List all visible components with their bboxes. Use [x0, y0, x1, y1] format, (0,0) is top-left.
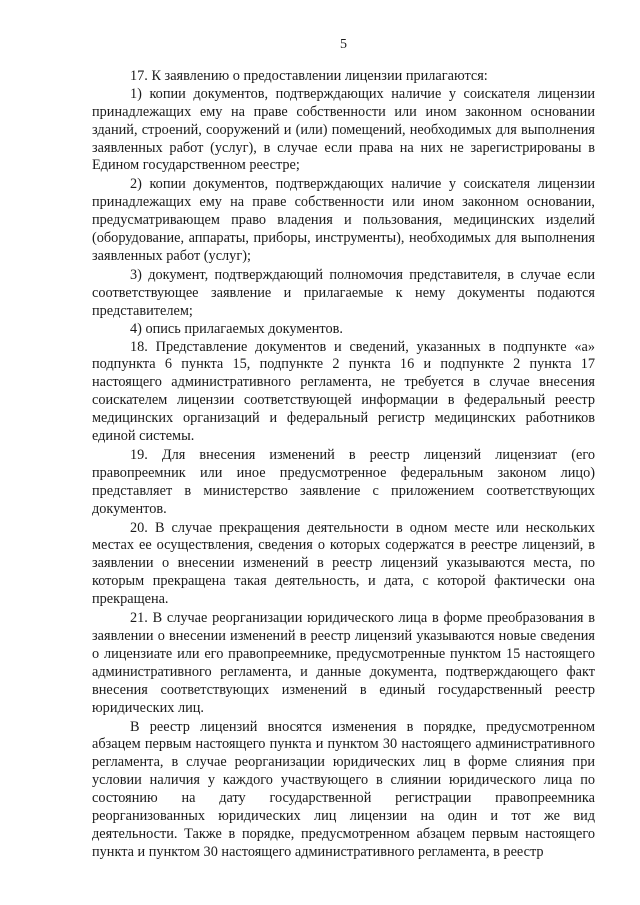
- paragraph-21-continued: В реестр лицензий вносятся изменения в порядке, предусмотренном абзацем первым настоящего пункта и пунктом 30 настоящего административного регламента, в случае реорганизации юридических лиц в форме слияния при условии наличия у каждого участвующего в слиянии юридического лица по состоянию на дату государственной регистрации правопреемника реорганизованных юридических лиц лицензии на один и тот же вид деятельности. Также в порядке, предусмотренном абзацем первым настоящего пункта и пунктом 30 настоящего административного регламента, в реестр: [92, 718, 595, 860]
- paragraph-21: 21. В случае реорганизации юридического лица в форме преобразования в заявлении о внесении изменений в реестр лицензий указываются новые сведения о лицензиате или его правопреемнике, предусмотренные пунктом 15 настоящего административного регламента, и данные документа, подтверждающего факт внесения соответствующих изменений в единый государственный реестр юридических лиц.: [92, 610, 595, 716]
- paragraph-17-item-1: 1) копии документов, подтверждающих наличие у соискателя лицензии принадлежащих ему на праве собственности или ином законном основании зданий, строений, сооружений и (или) помещений, необходимых для выполнения заявленных работ (услуг), в случае если права на них не зарегистрированы в Едином государственном реестре;: [92, 85, 595, 174]
- page-number: 5: [340, 37, 347, 52]
- paragraph-17-item-4: 4) опись прилагаемых документов.: [130, 320, 343, 337]
- paragraph-18: 18. Представление документов и сведений, указанных в подпункте «а» подпункта 6 пункта 15, подпункте 2 пункта 16 и подпункте 2 пункта 17 настоящего административного регламента, не требуется в случае внесения соискателем лицензии соответствующей информации в федеральный реестр медицинских организаций и федеральный регистр медицинских работников единой системы.: [92, 338, 595, 445]
- paragraph-19: 19. Для внесения изменений в реестр лицензий лицензиат (его правопреемник или иное предусмотренное федеральным законом лицо) представляет в министерство заявление с приложением соответствующих документов.: [92, 446, 595, 517]
- paragraph-17-item-3: 3) документ, подтверждающий полномочия представителя, в случае если соответствующее заявление и прилагаемые к нему документы подаются представителем;: [92, 266, 595, 319]
- paragraph-17-intro: 17. К заявлению о предоставлении лицензии прилагаются:: [130, 67, 488, 84]
- document-page: [92, 36, 595, 862]
- paragraph-20: 20. В случае прекращения деятельности в одном месте или нескольких местах ее осуществления, сведения о которых содержатся в реестре лицензий, в заявлении о внесении изменений в реестр лицензий указываются места, по которым прекращена такая деятельность, и дата, с которой фактически она прекращена.: [92, 519, 595, 608]
- paragraph-17-item-2: 2) копии документов, подтверждающих наличие у соискателя лицензии принадлежащих ему на праве собственности или ином законном основании, предусматривающем право владения и пользования, медицинских изделий (оборудование, аппараты, приборы, инструменты), необходимых для выполнения заявленных работ (услуг);: [92, 176, 595, 264]
